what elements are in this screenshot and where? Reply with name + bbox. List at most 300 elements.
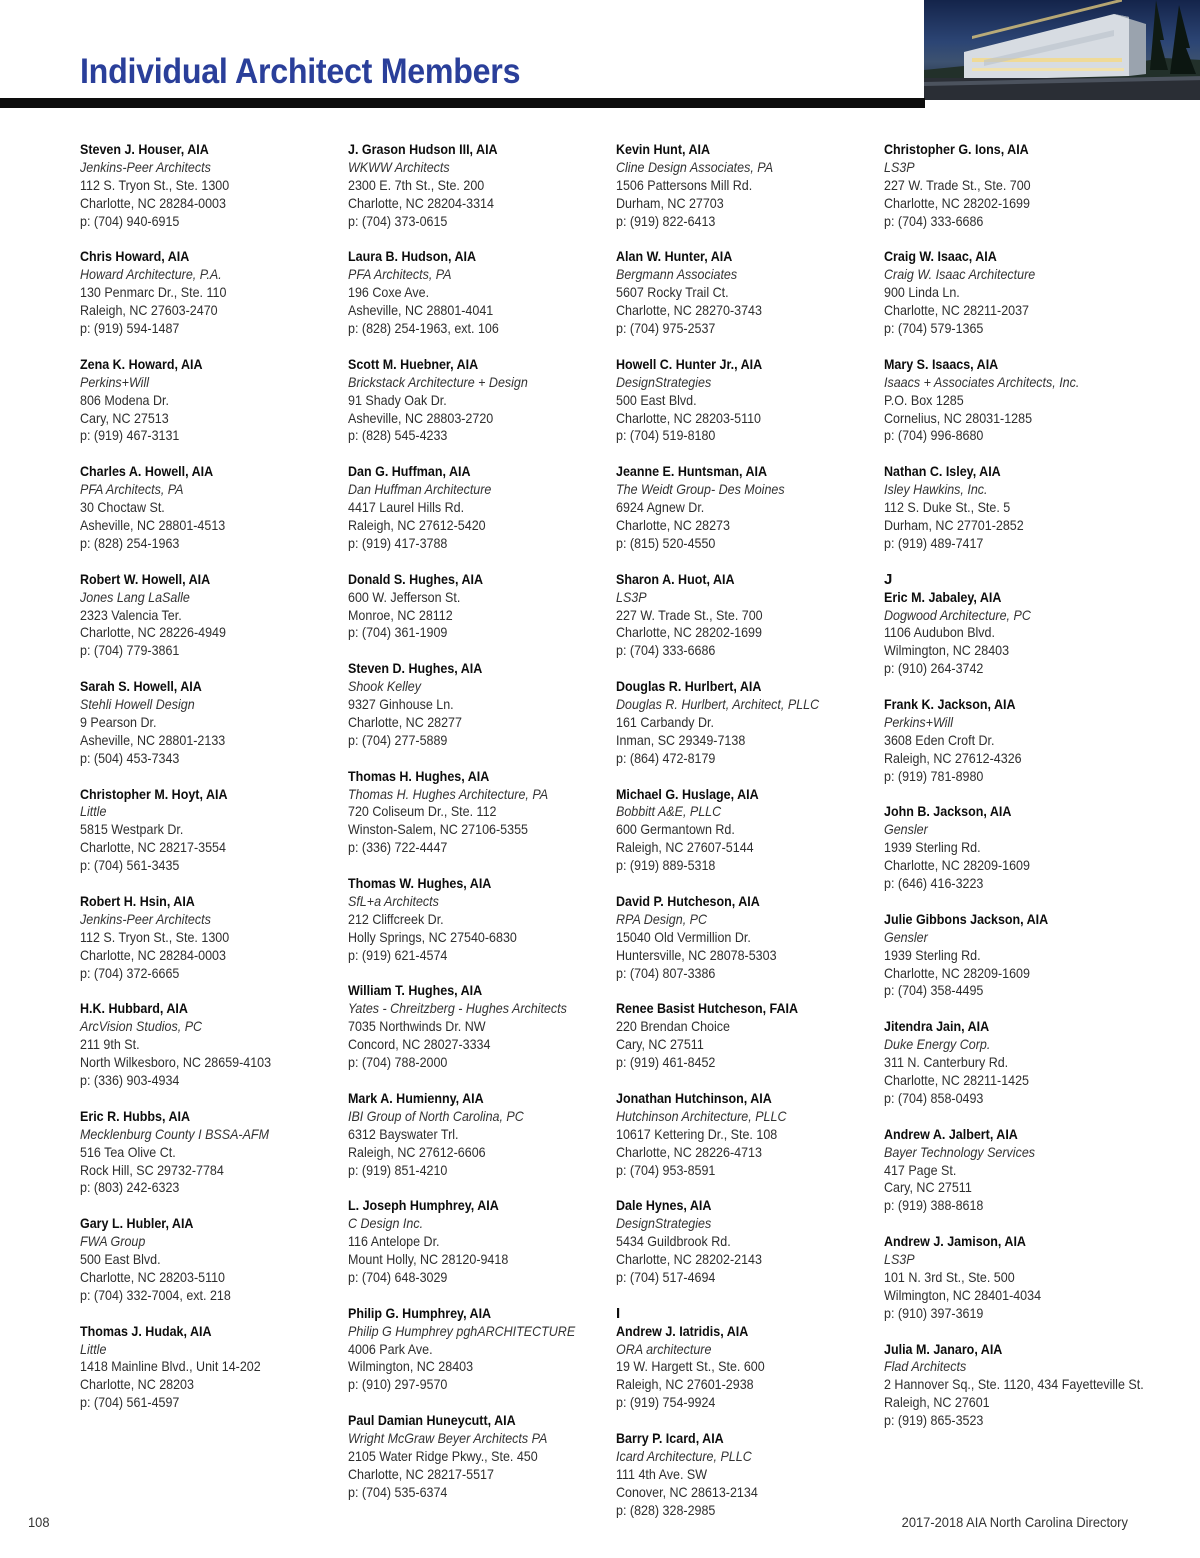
member-address-line: 112 S. Tryon St., Ste. 1300 [80,176,230,193]
member-phone: p: (704) 332-7004, ext. 218 [80,1286,231,1303]
member-address-line: Huntersville, NC 28078-5303 [616,946,777,963]
page-title: Individual Architect Members [80,52,521,91]
member-phone: p: (704) 373-0615 [348,212,448,229]
member-phone: p: (704) 788-2000 [348,1054,448,1071]
member-entry [80,571,345,661]
member-address-line: 4006 Park Ave. [348,1340,433,1357]
member-address-line: 91 Shady Oak Dr. [348,391,447,408]
member-firm: WKWW Architects [348,158,450,175]
member-address-line: 5434 Guildbrook Rd. [616,1233,731,1250]
member-firm: IBI Group of North Carolina, PC [348,1107,524,1124]
member-address-line: 900 Linda Ln. [884,284,960,301]
member-name: Michael G. Huslage, AIA [616,785,759,802]
member-firm: LS3P [884,1251,915,1268]
member-entry [80,248,345,338]
member-address-line: 600 W. Jefferson St. [348,588,461,605]
member-firm: LS3P [616,588,647,605]
member-entry [616,571,881,661]
member-entry [80,463,345,553]
member-address-line: Cary, NC 27511 [884,1179,972,1196]
member-entry [348,768,613,858]
member-entry [80,356,345,446]
member-phone: p: (919) 621-4574 [348,946,448,963]
member-address-line: Durham, NC 27701-2852 [884,516,1024,533]
member-address-line: 161 Carbandy Dr. [616,713,714,730]
header-building-photo [921,0,1200,100]
member-address-line: 220 Brendan Choice [616,1018,730,1035]
member-entry [80,1000,345,1090]
member-firm: Wright McGraw Beyer Architects PA [348,1430,548,1447]
member-entry [884,141,1149,231]
member-phone: p: (704) 648-3029 [348,1268,448,1285]
member-phone: p: (919) 889-5318 [616,857,716,874]
member-firm: SfL+a Architects [348,892,439,909]
member-name: Howell C. Hunter Jr., AIA [616,355,763,372]
member-entry [80,1323,345,1413]
member-name: Scott M. Huebner, AIA [348,355,479,372]
member-entry [348,141,613,231]
member-address-line: Conover, NC 28613-2134 [616,1483,758,1500]
member-entry [616,248,881,338]
member-name: Christopher G. Ions, AIA [884,141,1029,157]
member-name: Kevin Hunt, AIA [616,141,710,157]
member-entry [348,875,613,965]
member-address-line: Wilmington, NC 28403 [348,1358,474,1375]
member-firm: Jenkins-Peer Architects [80,910,211,927]
member-address-line: Charlotte, NC 28203-5110 [80,1268,226,1285]
member-phone: p: (828) 254-1963, ext. 106 [348,320,499,337]
member-address-line: 1418 Mainline Blvd., Unit 14-202 [80,1358,261,1375]
member-address-line: 720 Coliseum Dr., Ste. 112 [348,803,497,820]
member-phone: p: (704) 361-1909 [348,624,448,641]
member-address-line: Charlotte, NC 28273 [616,516,730,533]
member-name: Frank K. Jackson, AIA [884,696,1016,713]
member-name: Charles A. Howell, AIA [80,463,214,480]
member-address-line: Asheville, NC 28803-2720 [348,409,494,426]
member-entry [616,1323,881,1413]
member-address-line: Raleigh, NC 27601 [884,1394,990,1411]
member-address-line: Rock Hill, SC 29732-7784 [80,1161,224,1178]
member-entry [884,696,1149,786]
member-phone: p: (803) 242-6323 [80,1179,180,1196]
member-address-line: Holly Springs, NC 27540-6830 [348,928,517,945]
member-address-line: Asheville, NC 28801-2133 [80,731,226,748]
member-entry [616,786,881,876]
member-entry [884,803,1149,893]
member-entry [80,1108,345,1198]
member-phone: p: (704) 333-6686 [884,212,984,229]
member-name: Julia M. Janaro, AIA [884,1340,1003,1357]
member-firm: PFA Architects, PA [348,266,452,283]
member-firm: Gensler [884,928,928,945]
member-firm: PFA Architects, PA [80,481,184,498]
member-firm: Cline Design Associates, PA [616,158,774,175]
member-phone: p: (919) 417-3788 [348,534,448,551]
member-entry [884,911,1149,1001]
member-address-line: 417 Page St. [884,1161,957,1178]
member-address-line: 101 N. 3rd St., Ste. 500 [884,1268,1015,1285]
member-address-line: Charlotte, NC 28211-2037 [884,302,1030,319]
member-name: Craig W. Isaac, AIA [884,248,997,265]
member-phone: p: (910) 397-3619 [884,1304,984,1321]
member-name: Sharon A. Huot, AIA [616,570,735,587]
member-phone: p: (910) 297-9570 [348,1376,448,1393]
member-address-line: 111 4th Ave. SW [616,1465,708,1482]
member-address-line: Charlotte, NC 28226-4949 [80,624,226,641]
member-phone: p: (504) 453-7343 [80,749,180,766]
member-phone: p: (704) 779-3861 [80,642,180,659]
member-name: Sarah S. Howell, AIA [80,678,202,695]
member-entry [348,248,613,338]
member-name: Thomas J. Hudak, AIA [80,1322,212,1339]
member-firm: DesignStrategies [616,1215,712,1232]
member-firm: Shook Kelley [348,678,421,695]
member-address-line: 196 Coxe Ave. [348,284,430,301]
member-address-line: Cary, NC 27513 [80,409,169,426]
member-address-line: Charlotte, NC 28270-3743 [616,302,762,319]
member-address-line: Charlotte, NC 28202-1699 [884,194,1030,211]
member-name: Paul Damian Huneycutt, AIA [348,1412,516,1429]
member-name: Eric R. Hubbs, AIA [80,1107,190,1124]
member-name: Mary S. Isaacs, AIA [884,355,999,372]
member-address-line: Charlotte, NC 28217-3554 [80,839,226,856]
member-phone: p: (919) 467-3131 [80,427,180,444]
member-address-line: 2 Hannover Sq., Ste. 1120, 434 Fayetteville St. [884,1376,1144,1393]
member-address-line: Wilmington, NC 28403 [884,642,1010,659]
member-phone: p: (919) 594-1487 [80,320,180,337]
member-firm: Bergmann Associates [616,266,738,283]
member-address-line: 5815 Westpark Dr. [80,821,184,838]
member-firm: Thomas H. Hughes Architecture, PA [348,785,549,802]
member-address-line: Raleigh, NC 27612-5420 [348,516,486,533]
member-address-line: Charlotte, NC 28204-3314 [348,194,494,211]
member-firm: Philip G Humphrey pghARCHITECTURE [348,1322,576,1339]
member-address-line: Winston-Salem, NC 27106-5355 [348,821,528,838]
member-phone: p: (919) 489-7417 [884,534,984,551]
member-address-line: Wilmington, NC 28401-4034 [884,1286,1042,1303]
member-entry [348,1090,613,1180]
member-name: Robert W. Howell, AIA [80,570,211,587]
member-phone: p: (704) 940-6915 [80,212,180,229]
member-address-line: Charlotte, NC 28209-1609 [884,964,1030,981]
member-name: Dale Hynes, AIA [616,1197,712,1214]
directory-column-3 [616,141,881,1537]
member-address-line: 19 W. Hargett St., Ste. 600 [616,1358,765,1375]
member-address-line: Cornelius, NC 28031-1285 [884,409,1033,426]
member-address-line: Monroe, NC 28112 [348,606,453,623]
member-address-line: Charlotte, NC 28203 [80,1376,194,1393]
member-firm: The Weidt Group- Des Moines [616,481,785,498]
member-name: Alan W. Hunter, AIA [616,248,733,265]
member-entry [80,1215,345,1305]
member-address-line: 7035 Northwinds Dr. NW [348,1018,486,1035]
member-phone: p: (704) 519-8180 [616,427,716,444]
member-address-line: 3608 Eden Croft Dr. [884,731,995,748]
member-entry [348,1197,613,1287]
member-entry [884,1341,1149,1431]
member-firm: Craig W. Isaac Architecture [884,266,1036,283]
member-address-line: 500 East Blvd. [80,1251,161,1268]
member-address-line: Charlotte, NC 28209-1609 [884,857,1030,874]
member-entry [80,141,345,231]
member-name: Thomas W. Hughes, AIA [348,875,492,892]
member-firm: Gensler [884,821,928,838]
member-firm: Little [80,1340,107,1357]
member-phone: p: (864) 472-8179 [616,749,716,766]
member-firm: Mecklenburg County I BSSA-AFM [80,1125,269,1142]
member-phone: p: (919) 754-9924 [616,1394,716,1411]
member-entry [80,678,345,768]
member-name: John B. Jackson, AIA [884,803,1012,820]
member-address-line: 30 Choctaw St. [80,499,165,516]
member-address-line: Raleigh, NC 27601-2938 [616,1376,754,1393]
member-firm: Stehli Howell Design [80,696,195,713]
member-address-line: Charlotte, NC 28284-0003 [80,946,226,963]
member-name: Zena K. Howard, AIA [80,355,203,372]
member-address-line: Durham, NC 27703 [616,194,724,211]
member-address-line: 516 Tea Olive Ct. [80,1143,176,1160]
member-address-line: 130 Penmarc Dr., Ste. 110 [80,284,227,301]
member-address-line: 1506 Pattersons Mill Rd. [616,176,753,193]
member-name: J. Grason Hudson III, AIA [348,141,498,157]
member-entry [348,571,613,643]
member-address-line: 5607 Rocky Trail Ct. [616,284,729,301]
member-address-line: Asheville, NC 28801-4041 [348,302,494,319]
member-address-line: 1939 Sterling Rd. [884,946,981,963]
member-name: H.K. Hubbard, AIA [80,1000,188,1017]
member-address-line: 1106 Audubon Blvd. [884,624,995,641]
member-name: Andrew J. Iatridis, AIA [616,1322,749,1339]
member-name: Renee Basist Hutcheson, FAIA [616,1000,799,1017]
member-entry [348,982,613,1072]
member-address-line: Raleigh, NC 27612-6606 [348,1143,486,1160]
member-name: Dan G. Huffman, AIA [348,463,471,480]
member-name: Barry P. Icard, AIA [616,1430,724,1447]
member-phone: p: (815) 520-4550 [616,534,716,551]
member-phone: p: (704) 953-8591 [616,1161,716,1178]
member-entry [884,463,1149,553]
member-entry [616,141,881,231]
member-entry [884,1018,1149,1108]
member-firm: RPA Design, PC [616,910,708,927]
member-phone: p: (828) 254-1963 [80,534,180,551]
member-address-line: Concord, NC 28027-3334 [348,1036,491,1053]
member-phone: p: (704) 277-5889 [348,731,448,748]
member-address-line: 212 Cliffcreek Dr. [348,910,444,927]
member-firm: ArcVision Studios, PC [80,1018,203,1035]
member-address-line: Mount Holly, NC 28120-9418 [348,1251,509,1268]
member-entry [884,1126,1149,1216]
member-address-line: 227 W. Trade St., Ste. 700 [884,176,1031,193]
member-address-line: Raleigh, NC 27603-2470 [80,302,218,319]
member-name: Christopher M. Hoyt, AIA [80,785,228,802]
member-name: Mark A. Humienny, AIA [348,1089,484,1106]
member-name: Nathan C. Isley, AIA [884,463,1001,480]
member-address-line: 2323 Valencia Ter. [80,606,182,623]
member-phone: p: (919) 851-4210 [348,1161,448,1178]
member-firm: Perkins+Will [80,373,150,390]
member-name: Philip G. Humphrey, AIA [348,1304,492,1321]
member-firm: C Design Inc. [348,1215,424,1232]
member-address-line: 6924 Agnew Dr. [616,499,705,516]
member-address-line: 311 N. Canterbury Rd. [884,1054,1009,1071]
member-phone: p: (704) 517-4694 [616,1268,716,1285]
member-phone: p: (919) 388-8618 [884,1197,984,1214]
member-address-line: 2300 E. 7th St., Ste. 200 [348,176,485,193]
member-phone: p: (704) 372-6665 [80,964,180,981]
member-name: Laura B. Hudson, AIA [348,248,477,265]
member-firm: Howard Architecture, P.A. [80,266,222,283]
member-phone: p: (910) 264-3742 [884,660,984,677]
member-address-line: Charlotte, NC 28202-2143 [616,1251,762,1268]
member-phone: p: (704) 333-6686 [616,642,716,659]
member-entry [616,356,881,446]
member-name: Andrew A. Jalbert, AIA [884,1125,1018,1142]
member-address-line: Inman, SC 29349-7138 [616,731,746,748]
member-name: Jeanne E. Huntsman, AIA [616,463,767,480]
member-address-line: 227 W. Trade St., Ste. 700 [616,606,763,623]
member-address-line: 116 Antelope Dr. [348,1233,440,1250]
member-address-line: 112 S. Tryon St., Ste. 1300 [80,928,230,945]
member-phone: p: (646) 416-3223 [884,875,984,892]
member-address-line: P.O. Box 1285 [884,391,964,408]
member-phone: p: (704) 535-6374 [348,1483,448,1500]
directory-column-4 [884,141,1149,1448]
member-address-line: Charlotte, NC 28202-1699 [616,624,762,641]
member-entry [884,1233,1149,1323]
member-address-line: Charlotte, NC 28211-1425 [884,1072,1030,1088]
member-firm: DesignStrategies [616,373,712,390]
member-firm: LS3P [884,158,915,175]
member-entry [884,589,1149,679]
member-address-line: Raleigh, NC 27612-4326 [884,749,1022,766]
member-entry [348,660,613,750]
member-address-line: Charlotte, NC 28203-5110 [616,409,762,426]
member-firm: Brickstack Architecture + Design [348,373,528,390]
member-phone: p: (828) 545-4233 [348,427,448,444]
member-phone: p: (919) 822-6413 [616,212,716,229]
member-phone: p: (919) 865-3523 [884,1412,984,1429]
member-phone: p: (704) 358-4495 [884,982,984,999]
member-address-line: Charlotte, NC 28284-0003 [80,194,226,211]
member-name: Donald S. Hughes, AIA [348,570,483,587]
member-entry [616,678,881,768]
member-name: Julie Gibbons Jackson, AIA [884,910,1049,927]
member-name: Douglas R. Hurlbert, AIA [616,678,762,695]
member-address-line: Raleigh, NC 27607-5144 [616,839,754,856]
member-entry [616,893,881,983]
directory-column-2 [348,141,613,1520]
member-address-line: 1939 Sterling Rd. [884,839,981,856]
title-rule [0,98,925,108]
member-phone: p: (704) 975-2537 [616,320,716,337]
member-phone: p: (704) 807-3386 [616,964,716,981]
member-name: Chris Howard, AIA [80,248,190,265]
member-name: Jitendra Jain, AIA [884,1018,990,1035]
member-address-line: 600 Germantown Rd. [616,821,735,838]
member-address-line: 9327 Ginhouse Ln. [348,696,454,713]
member-name: Thomas H. Hughes, AIA [348,767,490,784]
section-letter: I [616,1304,621,1322]
member-name: William T. Hughes, AIA [348,982,483,999]
member-address-line: 500 East Blvd. [616,391,697,408]
member-firm: Hutchinson Architecture, PLLC [616,1107,787,1124]
member-address-line: Charlotte, NC 28217-5517 [348,1465,494,1482]
member-address-line: North Wilkesboro, NC 28659-4103 [80,1054,272,1071]
member-firm: Yates - Chreitzberg - Hughes Architects [348,1000,567,1017]
member-phone: p: (704) 561-4597 [80,1394,180,1411]
member-phone: p: (919) 461-8452 [616,1054,716,1071]
member-firm: Little [80,803,107,820]
member-name: Gary L. Hubler, AIA [80,1215,194,1232]
member-address-line: 4417 Laurel Hills Rd. [348,499,465,516]
member-firm: Duke Energy Corp. [884,1036,991,1053]
member-phone: p: (828) 328-2985 [616,1501,716,1518]
member-phone: p: (336) 722-4447 [348,839,448,856]
member-phone: p: (704) 996-8680 [884,427,984,444]
member-name: Eric M. Jabaley, AIA [884,588,1002,605]
member-name: L. Joseph Humphrey, AIA [348,1197,499,1214]
member-firm: Bobbitt A&E, PLLC [616,803,722,820]
page-number: 108 [28,1514,50,1530]
member-entry [616,1197,881,1287]
member-firm: Perkins+Will [884,713,954,730]
member-address-line: Cary, NC 27511 [616,1036,704,1053]
member-entry [884,248,1149,338]
member-name: Jonathan Hutchinson, AIA [616,1089,772,1106]
member-firm: Dan Huffman Architecture [348,481,492,498]
member-firm: FWA Group [80,1233,146,1250]
member-firm: ORA architecture [616,1340,712,1357]
member-address-line: 6312 Bayswater Trl. [348,1125,459,1142]
member-entry [884,356,1149,446]
member-entry [348,1305,613,1395]
member-firm: Isley Hawkins, Inc. [884,481,988,498]
section-letter: J [884,570,893,588]
member-entry [616,463,881,553]
member-firm: Douglas R. Hurlbert, Architect, PLLC [616,696,820,713]
member-firm: Icard Architecture, PLLC [616,1447,752,1464]
member-firm: Flad Architects [884,1358,967,1375]
member-phone: p: (704) 561-3435 [80,857,180,874]
member-address-line: 15040 Old Vermillion Dr. [616,928,751,945]
directory-column-1 [80,141,345,1430]
member-name: Andrew J. Jamison, AIA [884,1233,1026,1250]
member-address-line: 112 S. Duke St., Ste. 5 [884,499,1011,516]
member-entry [348,356,613,446]
member-entry [348,463,613,553]
member-address-line: 2105 Water Ridge Pkwy., Ste. 450 [348,1447,538,1464]
publication-title: 2017-2018 AIA North Carolina Directory [901,1514,1128,1530]
member-address-line: 10617 Kettering Dr., Ste. 108 [616,1125,778,1142]
member-firm: Bayer Technology Services [884,1143,1036,1160]
member-address-line: Asheville, NC 28801-4513 [80,516,226,533]
member-name: Steven J. Houser, AIA [80,141,209,157]
member-entry [80,786,345,876]
member-firm: Isaacs + Associates Architects, Inc. [884,373,1080,390]
member-firm: Dogwood Architecture, PC [884,606,1031,623]
member-address-line: 806 Modena Dr. [80,391,169,408]
member-entry [80,893,345,983]
member-phone: p: (704) 579-1365 [884,320,984,337]
member-address-line: Charlotte, NC 28226-4713 [616,1143,762,1160]
member-phone: p: (919) 781-8980 [884,767,984,784]
member-firm: Jones Lang LaSalle [80,588,190,605]
member-address-line: 211 9th St. [80,1036,140,1053]
member-name: Steven D. Hughes, AIA [348,660,483,677]
member-entry [616,1000,881,1072]
member-address-line: 9 Pearson Dr. [80,713,157,730]
